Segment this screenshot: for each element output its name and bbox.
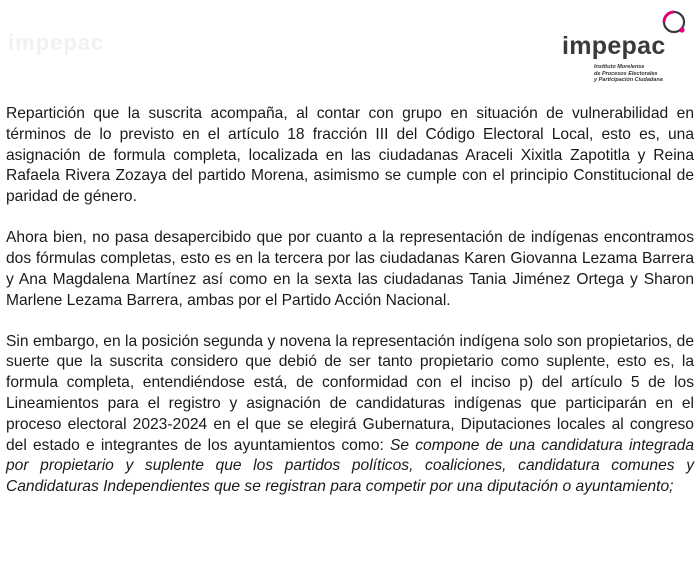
document-body <box>6 104 694 518</box>
impepac-logo <box>558 8 693 90</box>
paragraph <box>6 332 694 498</box>
logo-subtitle-line: de Procesos Electorales <box>594 70 658 77</box>
watermark: impepac <box>8 30 105 55</box>
logo-subtitle <box>594 64 663 84</box>
logo-subtitle-line: y Participación Ciudadana <box>594 77 663 83</box>
italic-quote: Se compone de una candidatura integrada por propietario y suplente que los partidos políticos, coaliciones, candidatura comunes y Candidaturas Independientes que se registran para competir por una diputación o ayuntamiento; <box>6 436 694 496</box>
paragraph-text: Sin embargo, en la posición segunda y novena la representación indígena solo son propietarios, de suerte que la suscrita considero que debió de ser tanto propietario como suplente, esto es, la formula completa, entendiéndose está, de conformidad con el inciso p) del artículo 5 de los Lineamientos para el registro y asignación de candidaturas indígenas que participarán en el proceso electoral 2023-2024 en el que se elegirá Gubernatura, Diputaciones locales al congreso del estado e integrantes de los ayuntamientos como: <box>6 332 694 454</box>
logo-wordmark: impepac <box>562 32 666 60</box>
paragraph: Repartición que la suscrita acompaña, al contar con grupo en situación de vulnerabilidad en términos de lo previsto en el artículo 18 fracción III del Código Electoral Local, esto es, una asignación de formula completa, localizada en las ciudadanas Araceli Xixitla Zapotitla y Reina Rafaela Rivera Zozaya del partido Morena, asimismo se cumple con el principio Constitucional de paridad de género. <box>6 105 694 206</box>
paragraph: Ahora bien, no pasa desapercibido que por cuanto a la representación de indígenas encontramos dos fórmulas completas, esto es en la tercera por las ciudadanas Karen Giovanna Lezama Barrera y Ana Magdalena Martínez así como en la sexta las ciudadanas Tania Jiménez Ortega y Sharon Marlene Lezama Barrera, ambas por el Partido Acción Nacional. <box>6 229 694 309</box>
logo-subtitle-line: Instituto Morelense <box>594 64 645 70</box>
